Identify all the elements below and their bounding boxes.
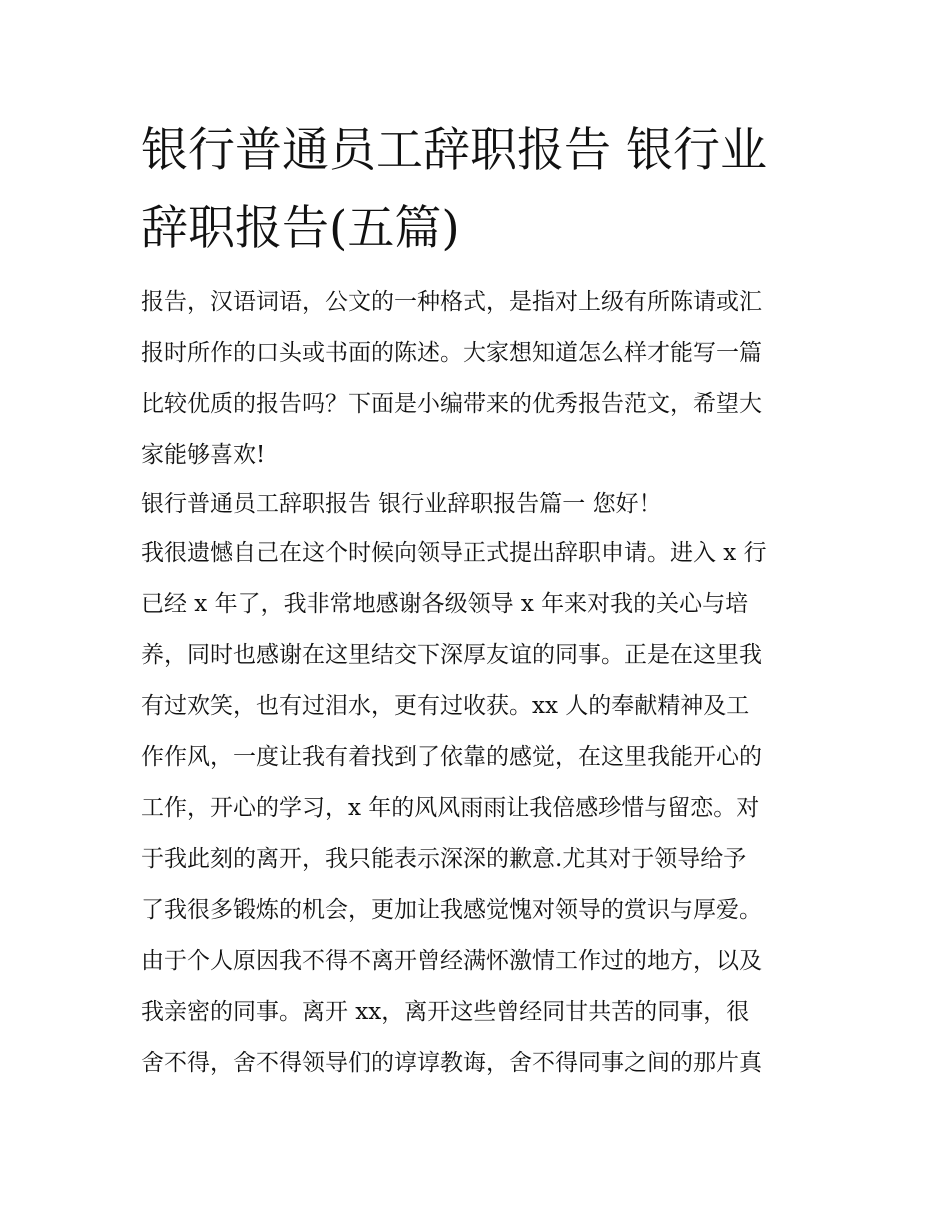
title-line-1: 银行普通员工辞职报告 银行业: [141, 123, 767, 178]
body-line-12: 于我此刻的离开，我只能表示深深的歉意.尤其对于领导给予: [141, 846, 747, 872]
body-line-14: 由于个人原因我不得不离开曾经满怀激情工作过的地方，以及: [141, 948, 762, 974]
body-line-13: 了我很多锻炼的机会，更加让我感觉愧对领导的赏识与厚爱。: [141, 897, 762, 923]
body-line-11: 工作，开心的学习，x 年的风风雨雨让我倍感珍惜与留恋。对: [141, 795, 760, 821]
title-line-2: 辞职报告(五篇): [141, 201, 460, 256]
document-title: [141, 112, 821, 268]
body-line-7: 已经 x 年了，我非常地感谢各级领导 x 年来对我的关心与培: [141, 591, 749, 617]
document-body: [141, 277, 831, 1089]
body-line-6: 我很遗憾自己在这个时候向领导正式提出辞职申请。进入 x 行: [141, 540, 767, 566]
body-line-10: 作作风，一度让我有着找到了依靠的感觉，在这里我能开心的: [141, 744, 762, 770]
body-line-9: 有过欢笑，也有过泪水，更有过收获。xx 人的奉献精神及工: [141, 693, 750, 719]
body-line-15: 我亲密的同事。离开 xx，离开这些曾经同甘共苦的同事，很: [141, 999, 750, 1025]
body-line-8: 养，同时也感谢在这里结交下深厚友谊的同事。正是在这里我: [141, 642, 762, 668]
body-line-4: 家能够喜欢!: [141, 442, 266, 468]
body-line-3: 比较优质的报告吗？下面是小编带来的优秀报告范文，希望大: [141, 391, 762, 417]
body-line-1: 报告，汉语词语，公文的一种格式，是指对上级有所陈请或汇: [141, 289, 762, 315]
body-line-2: 报时所作的口头或书面的陈述。大家想知道怎么样才能写一篇: [141, 340, 762, 366]
body-line-16: 舍不得，舍不得领导们的谆谆教诲，舍不得同事之间的那片真: [141, 1050, 762, 1076]
section-heading-line: 银行普通员工辞职报告 银行业辞职报告篇一 您好！: [141, 491, 662, 517]
